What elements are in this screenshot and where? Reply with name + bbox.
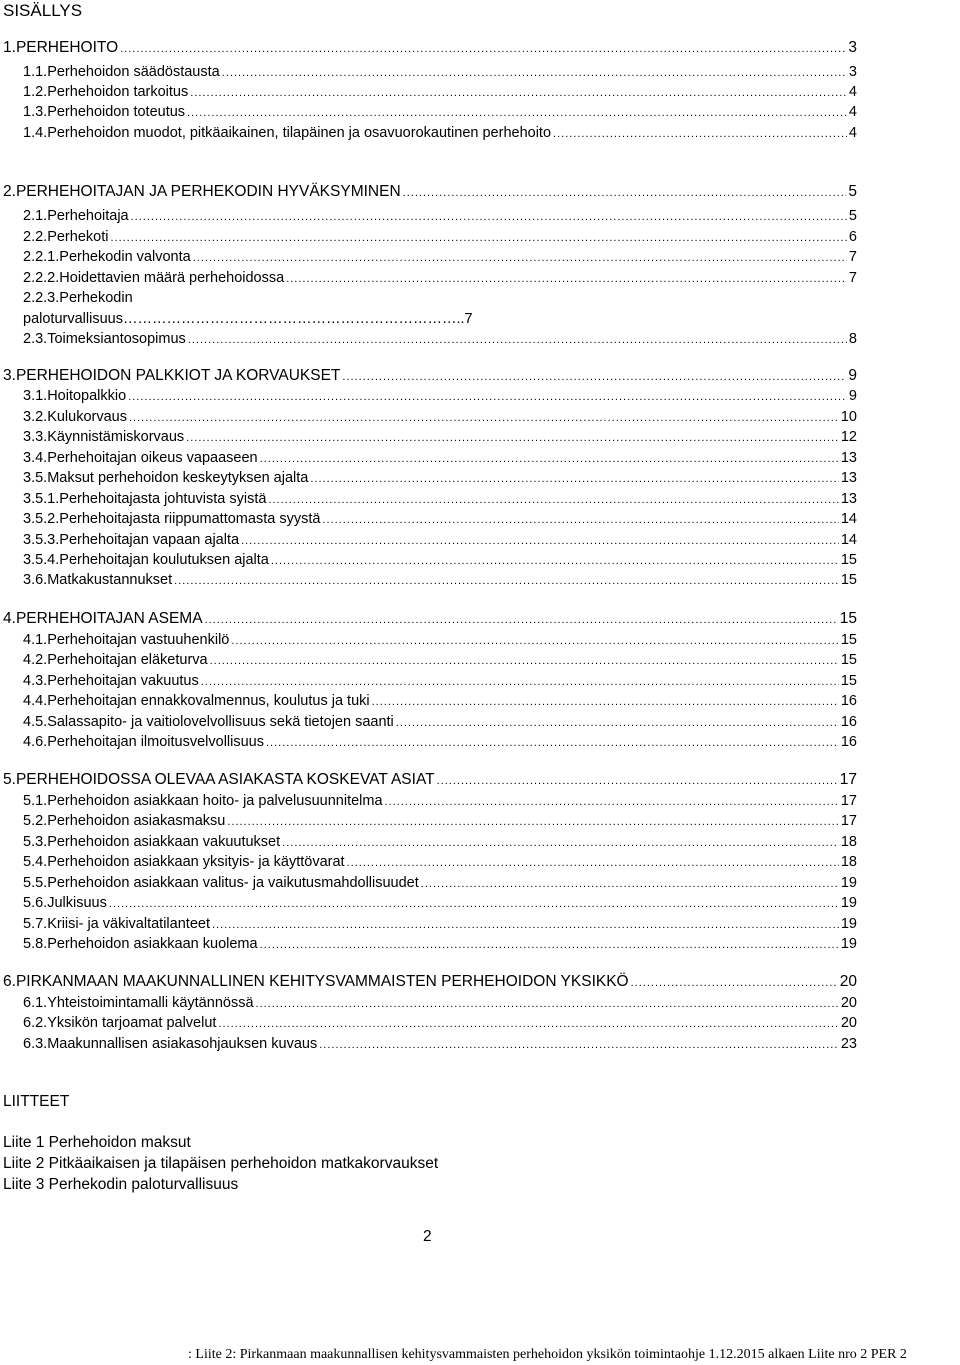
toc-entry-page: 13 xyxy=(840,470,857,486)
toc-entry-page: 19 xyxy=(840,895,857,911)
toc-entry-number: 6.1. xyxy=(23,995,48,1011)
toc-entry-number: 5.7. xyxy=(23,916,48,932)
toc-entry xyxy=(23,206,857,226)
toc-entry-number: 4.2. xyxy=(23,652,48,668)
toc-entry xyxy=(23,811,857,831)
toc-entry xyxy=(23,386,857,406)
toc-leader-dots xyxy=(342,367,846,387)
toc-entry-label: Toimeksiantosopimus xyxy=(47,331,186,347)
toc-entry-page: 15 xyxy=(840,572,857,588)
toc-entry-label: Maksut perhehoidon keskeytyksen ajalta xyxy=(47,470,309,486)
toc-entry xyxy=(23,691,857,711)
toc-entry xyxy=(23,993,857,1013)
toc-entry-page: 9 xyxy=(848,367,857,384)
toc-entry xyxy=(23,671,857,691)
toc-entry-page: 16 xyxy=(840,734,857,750)
toc-entry-number: 3.2. xyxy=(23,409,48,425)
toc-entry-number: 5.8. xyxy=(23,936,48,952)
toc-entry xyxy=(23,268,857,288)
toc-leader-dots xyxy=(631,973,838,993)
toc-entry-label: Perhehoidon toteutus xyxy=(47,104,186,120)
toc-entry-label: PERHEHOITAJAN ASEMA xyxy=(15,610,203,627)
toc-entry-page: 16 xyxy=(840,714,857,730)
toc-entry-label: Perhehoitajan vastuuhenkilö xyxy=(47,632,230,648)
toc-entry-number: 1. xyxy=(3,39,16,56)
toc-entry-label: paloturvallisuus……………………………………………………………..7 xyxy=(23,311,473,327)
toc-entry xyxy=(23,509,857,529)
toc-entry-page: 15 xyxy=(840,673,857,689)
attachments-heading: LIITTEET xyxy=(3,1093,70,1110)
toc-entry xyxy=(23,329,857,349)
toc-entry-label: Perhehoidon asiakasmaksu xyxy=(47,813,226,829)
toc-entry-number: 2.2. xyxy=(23,229,48,245)
toc-entry-number: 3.6. xyxy=(23,572,48,588)
toc-leader-dots xyxy=(227,812,839,832)
toc-entry-page: 4 xyxy=(848,125,857,141)
toc-entry-label: Perhehoitajan oikeus vapaaseen xyxy=(47,450,258,466)
attachment-item: Liite 1 Perhehoidon maksut xyxy=(3,1134,191,1151)
toc-entry-page: 17 xyxy=(840,793,857,809)
toc-leader-dots xyxy=(110,228,846,248)
toc-entry-label: Kriisi- ja väkivaltatilanteet xyxy=(47,916,210,932)
toc-entry-label: Perhehoidon asiakkaan vakuutukset xyxy=(47,834,281,850)
toc-entry-number: 3.4. xyxy=(23,450,48,466)
toc-entry-label: Yhteistoimintamalli käytännössä xyxy=(47,995,254,1011)
toc-entry-number: 4.6. xyxy=(23,734,48,750)
toc-entry xyxy=(23,832,857,852)
toc-entry xyxy=(23,630,857,650)
toc-leader-dots xyxy=(268,490,838,510)
toc-entry xyxy=(23,732,857,752)
toc-entry-page: 13 xyxy=(840,450,857,466)
toc-entry-page: 19 xyxy=(840,875,857,891)
toc-entry xyxy=(23,227,857,247)
toc-entry xyxy=(3,366,857,386)
toc-leader-dots xyxy=(310,469,839,489)
toc-entry-page: 5 xyxy=(848,183,857,200)
toc-entry-page: 20 xyxy=(840,1015,857,1031)
toc-leader-dots xyxy=(201,672,839,692)
toc-entry xyxy=(23,550,857,570)
toc-entry-page: 8 xyxy=(848,331,857,347)
toc-leader-dots xyxy=(322,510,838,530)
toc-entry-label: Perhehoidon säädöstausta xyxy=(47,64,220,80)
toc-entry-number: 4. xyxy=(3,610,16,627)
toc-entry xyxy=(23,427,857,447)
toc-leader-dots xyxy=(222,63,847,83)
toc-entry-page: 3 xyxy=(848,39,857,56)
toc-entry xyxy=(23,873,857,893)
toc-entry-number: 6. xyxy=(3,973,16,990)
toc-entry xyxy=(23,852,857,872)
toc-entry-number: 5. xyxy=(3,771,16,788)
toc-entry-label: Perhehoitajan eläketurva xyxy=(47,652,208,668)
toc-entry-label: Hoitopalkkio xyxy=(47,388,127,404)
toc-entry-page: 5 xyxy=(848,208,857,224)
toc-entry-number: 1.1. xyxy=(23,64,48,80)
toc-entry-number: 2. xyxy=(3,183,16,200)
toc-leader-dots xyxy=(319,1035,839,1055)
toc-leader-dots xyxy=(385,792,839,812)
toc-entry xyxy=(23,62,857,82)
toc-entry xyxy=(23,247,857,267)
toc-entry-page: 10 xyxy=(840,409,857,425)
toc-entry-number: 5.5. xyxy=(23,875,48,891)
toc-leader-dots xyxy=(210,651,839,671)
toc-entry xyxy=(23,791,857,811)
toc-leader-dots xyxy=(241,531,839,551)
toc-entry-label: Julkisuus xyxy=(47,895,107,911)
toc-entry-page: 15 xyxy=(840,652,857,668)
toc-leader-dots xyxy=(286,269,847,289)
toc-leader-dots xyxy=(128,387,847,407)
toc-entry-page: 3 xyxy=(848,64,857,80)
toc-heading: SISÄLLYS xyxy=(3,1,83,20)
toc-entry-label: PERHEHOIDON PALKKIOT JA KORVAUKSET xyxy=(15,367,341,384)
toc-entry-label: Maakunnallisen asiakasohjauksen kuvaus xyxy=(47,1036,318,1052)
toc-entry-label: Perhehoitajan ilmoitusvelvollisuus xyxy=(47,734,264,750)
toc-entry-number: 3.1. xyxy=(23,388,48,404)
toc-entry-number: 1.3. xyxy=(23,104,48,120)
toc-entry-label: Matkakustannukset xyxy=(47,572,173,588)
toc-leader-dots xyxy=(120,39,846,59)
toc-entry xyxy=(23,1013,857,1033)
toc-leader-dots xyxy=(396,713,839,733)
toc-entry-number: 2.3. xyxy=(23,331,48,347)
toc-entry-number: 3.5.3. xyxy=(23,532,60,548)
toc-entry-number: 1.2. xyxy=(23,84,48,100)
toc-entry-label: Perhehoitajan koulutuksen ajalta xyxy=(59,552,269,568)
toc-leader-dots xyxy=(212,915,839,935)
toc-entry xyxy=(3,770,857,790)
toc-entry-label: Perhehoidon tarkoitus xyxy=(47,84,189,100)
toc-entry-page: 17 xyxy=(840,813,857,829)
toc-leader-dots xyxy=(231,631,838,651)
toc-entry-label: Perhehoitajasta riippumattomasta syystä xyxy=(59,511,321,527)
toc-leader-dots xyxy=(282,833,839,853)
toc-entry-number: 5.3. xyxy=(23,834,48,850)
toc-entry-page: 16 xyxy=(840,693,857,709)
toc-leader-dots xyxy=(129,408,839,428)
toc-entry-page: 14 xyxy=(840,511,857,527)
toc-entry-page: 18 xyxy=(840,854,857,870)
toc-entry-label: Hoidettavien määrä perhehoidossa xyxy=(59,270,285,286)
toc-entry-page: 15 xyxy=(840,632,857,648)
toc-entry xyxy=(3,972,857,992)
toc-leader-dots xyxy=(372,692,839,712)
toc-entry-page: 6 xyxy=(848,229,857,245)
toc-entry-number: 2.2.2. xyxy=(23,270,60,286)
toc-entry-number: 2.2.3. xyxy=(23,290,60,306)
toc-entry-number: 4.5. xyxy=(23,714,48,730)
toc-entry-number: 1.4. xyxy=(23,125,48,141)
toc-entry-page: 9 xyxy=(848,388,857,404)
page-footer: : Liite 2: Pirkanmaan maakunnallisen kehitysvammaisten perhehoidon yksikön toimintaohje 1.12.2015 alkaen Liite nro 2 PER 2 xyxy=(188,1347,907,1362)
toc-entry-page: 20 xyxy=(839,973,857,990)
toc-entry-number: 3.5.4. xyxy=(23,552,60,568)
toc-entry-label: Salassapito- ja vaitiolovelvollisuus sekä tietojen saanti xyxy=(47,714,394,730)
toc-entry-page: 23 xyxy=(840,1036,857,1052)
page-number: 2 xyxy=(423,1228,432,1245)
toc-entry-label: PERHEHOIDOSSA OLEVAA ASIAKASTA KOSKEVAT ASIAT xyxy=(15,771,435,788)
toc-entry-page: 18 xyxy=(840,834,857,850)
toc-entry-page: 7 xyxy=(848,270,857,286)
toc-entry-label: Perhehoidon asiakkaan hoito- ja palvelusuunnitelma xyxy=(47,793,383,809)
toc-entry-page: 13 xyxy=(840,491,857,507)
toc-entry xyxy=(3,609,857,629)
toc-entry-number: 4.4. xyxy=(23,693,48,709)
toc-entry-number: 3. xyxy=(3,367,16,384)
toc-entry-page: 14 xyxy=(840,532,857,548)
attachment-item: Liite 2 Pitkäaikaisen ja tilapäisen perhehoidon matkakorvaukset xyxy=(3,1155,439,1172)
toc-entry-number: 2.1. xyxy=(23,208,48,224)
toc-leader-dots xyxy=(256,994,839,1014)
toc-leader-dots xyxy=(187,103,847,123)
toc-entry-page: 20 xyxy=(840,995,857,1011)
toc-entry-label: Perhekodin xyxy=(59,290,133,306)
toc-leader-dots xyxy=(205,610,838,630)
toc-entry-label: Perhehoitajan ennakkovalmennus, koulutus ja tuki xyxy=(47,693,370,709)
toc-entry-page: 17 xyxy=(839,771,857,788)
toc-leader-dots xyxy=(218,1014,838,1034)
toc-entry-label: Perhehoidon asiakkaan valitus- ja vaikutusmahdollisuudet xyxy=(47,875,419,891)
toc-entry-label: Kulukorvaus xyxy=(47,409,127,425)
toc-entry-number: 6.3. xyxy=(23,1036,48,1052)
toc-entry-label: Perhehoitajan vapaan ajalta xyxy=(59,532,240,548)
toc-entry xyxy=(23,102,857,122)
toc-entry-page: 4 xyxy=(848,84,857,100)
toc-entry-label: Perhehoidon muodot, pitkäaikainen, tilapäinen ja osavuorokautinen perhehoito xyxy=(47,125,552,141)
toc-entry xyxy=(23,309,857,329)
toc-leader-dots xyxy=(347,853,839,873)
toc-leader-dots xyxy=(186,428,839,448)
toc-entry xyxy=(3,38,857,58)
toc-leader-dots xyxy=(403,183,847,203)
toc-entry-label: Käynnistämiskorvaus xyxy=(47,429,185,445)
attachment-item: Liite 3 Perhekodin paloturvallisuus xyxy=(3,1176,239,1193)
toc-leader-dots xyxy=(109,894,839,914)
toc-entry xyxy=(23,570,857,590)
toc-entry-label: PIRKANMAAN MAAKUNNALLINEN KEHITYSVAMMAISTEN PERHEHOIDON YKSIKKÖ xyxy=(15,973,629,990)
toc-entry-number: 3.5. xyxy=(23,470,48,486)
toc-entry xyxy=(23,448,857,468)
toc-entry-page: 15 xyxy=(840,552,857,568)
toc-entry-number: 2.2.1. xyxy=(23,249,60,265)
toc-entry-number: 4.1. xyxy=(23,632,48,648)
toc-leader-dots xyxy=(437,771,838,791)
toc-entry xyxy=(23,1034,857,1054)
toc-entry-number: 3.3. xyxy=(23,429,48,445)
toc-entry-label: Perhehoidon asiakkaan yksityis- ja käyttövarat xyxy=(47,854,345,870)
toc-entry-number: 5.6. xyxy=(23,895,48,911)
toc-leader-dots xyxy=(421,874,839,894)
toc-entry-page: 19 xyxy=(840,936,857,952)
toc-entry-page: 4 xyxy=(848,104,857,120)
toc-entry xyxy=(23,288,857,308)
toc-entry-number: 3.5.1. xyxy=(23,491,60,507)
toc-entry xyxy=(3,182,857,202)
toc-leader-dots xyxy=(188,330,847,350)
toc-entry-label: Perhehoitajan vakuutus xyxy=(47,673,199,689)
toc-entry-number: 5.2. xyxy=(23,813,48,829)
toc-leader-dots xyxy=(131,207,847,227)
toc-entry-number: 5.4. xyxy=(23,854,48,870)
toc-entry xyxy=(23,712,857,732)
toc-entry xyxy=(23,893,857,913)
toc-leader-dots xyxy=(260,449,839,469)
toc-entry xyxy=(23,650,857,670)
toc-entry xyxy=(23,82,857,102)
toc-leader-dots xyxy=(260,935,839,955)
toc-entry-label: PERHEHOITO xyxy=(15,39,119,56)
toc-entry xyxy=(23,407,857,427)
toc-entry xyxy=(23,934,857,954)
toc-leader-dots xyxy=(174,571,839,591)
toc-entry-page: 19 xyxy=(840,916,857,932)
toc-entry-label: Yksikön tarjoamat palvelut xyxy=(47,1015,217,1031)
toc-leader-dots xyxy=(266,733,839,753)
toc-entry-label: Perhekodin valvonta xyxy=(59,249,191,265)
toc-entry-number: 5.1. xyxy=(23,793,48,809)
toc-entry-label: Perhekoti xyxy=(47,229,109,245)
toc-entry-number: 6.2. xyxy=(23,1015,48,1031)
toc-entry-label: Perhehoidon asiakkaan kuolema xyxy=(47,936,258,952)
toc-entry-number: 3.5.2. xyxy=(23,511,60,527)
toc-entry-label: Perhehoitaja xyxy=(47,208,129,224)
toc-entry-page: 12 xyxy=(840,429,857,445)
toc-entry xyxy=(23,123,857,143)
toc-entry xyxy=(23,530,857,550)
toc-leader-dots xyxy=(190,83,847,103)
toc-entry-label: Perhehoitajasta johtuvista syistä xyxy=(59,491,267,507)
toc-entry-page: 15 xyxy=(839,610,857,627)
toc-entry xyxy=(23,468,857,488)
toc-entry-page: 7 xyxy=(848,249,857,265)
toc-entry-number: 4.3. xyxy=(23,673,48,689)
toc-leader-dots xyxy=(271,551,839,571)
toc-entry xyxy=(23,489,857,509)
toc-entry-label: PERHEHOITAJAN JA PERHEKODIN HYVÄKSYMINEN xyxy=(15,183,401,200)
toc-leader-dots xyxy=(553,124,847,144)
toc-entry xyxy=(23,914,857,934)
toc-leader-dots xyxy=(193,248,847,268)
